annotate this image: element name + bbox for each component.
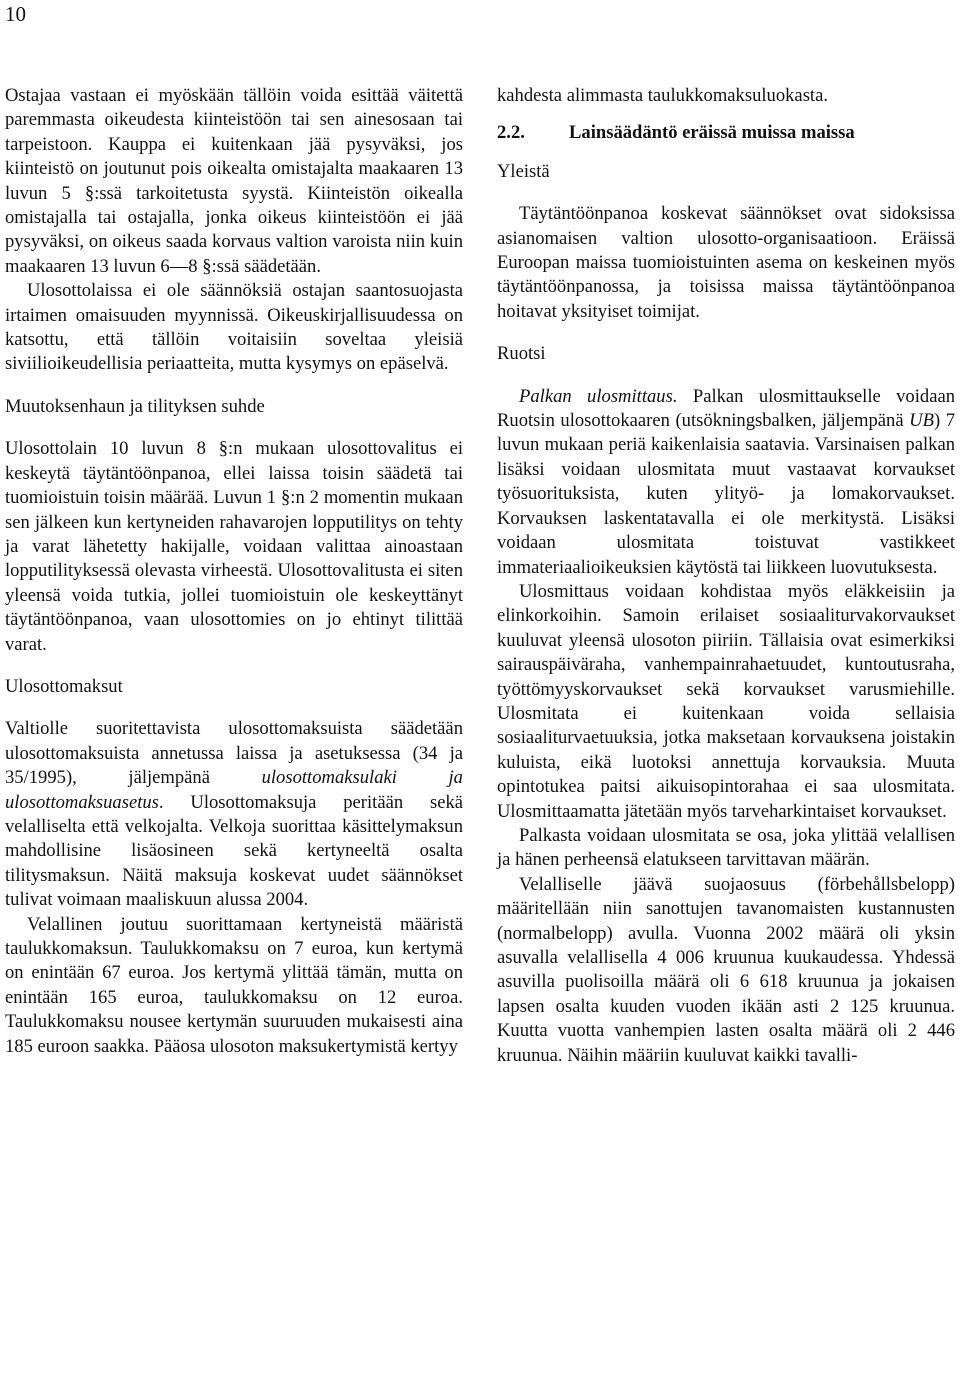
paragraph: Velalliselle jäävä suojaosuus (förbehållsbelopp) määritellään niin sanottujen tavanomaisten kustannusten (normalbelopp) avulla. Vuonna 2002 määrä oli yksin asuvalla velallisella 4 006 kruunua kuukaudessa. Yhdessä asuvilla puolisoilla määrä oli 6 618 kruunua ja jokaisen lapsen osalta kuuden vuoden ikään asti 2 125 kruunua. Kuutta vuotta vanhempien lasten osalta määrä oli 2 446 kruunua. Näihin määriin kuuluvat kaikki tavalli- — [497, 873, 955, 1066]
text-run: Palkan ulosmittaukselle voidaan Ruotsin ulosottokaaren (utsökningsbalken, jäljempänä — [497, 385, 955, 432]
paragraph: Palkasta voidaan ulosmitata se osa, joka ylittää velallisen ja hänen perheensä elatukseen tarvittavan määrän. — [497, 824, 955, 871]
page-number: 10 — [5, 2, 26, 26]
text-run: . Ulosottomaksuja peritään sekä velalliselta että velkojalta. Velkoja suorittaa käsittelymaksun mahdollisine lisäosineen sekä kertyneeltä osalta tilitysmaksun. Näitä maksuja koskevat uudet säännökset tulivat voimaan maaliskuun alussa 2004. — [5, 791, 463, 911]
left-column — [5, 84, 463, 1059]
section-title-text: Lainsäädäntö eräissä muissa maissa — [569, 122, 855, 144]
subheading: Yleistä — [497, 160, 550, 182]
paragraph: Täytäntöönpanoa koskevat säännökset ovat sidoksissa asianomaisen valtion ulosotto-organisaatioon. Eräissä Euroopan maissa tuomioistuinten asema on keskeinen myös täytäntöönpanossa, ja toisissa maissa täytäntöönpanoa hoitavat yksityiset toimijat. — [497, 203, 955, 322]
italic-term: Palkan ulosmittaus. — [519, 385, 678, 407]
paragraph: Velallinen joutuu suorittamaan kertyneistä määristä taulukkomaksun. Taulukkomaksu on 7 euroa, kun kertymä on enintään 67 euroa. Jos kertymä ylittää tämän, mutta on enintään 165 euroa, taulukkomaksu on 12 euroa. Taulukkomaksu nousee kertymän suuruuden mukaisesti aina 185 euroon saakka. Pääosa ulosoton maksukertymistä kertyy — [5, 913, 463, 1057]
subheading: Ulosottomaksut — [5, 675, 123, 697]
subheading: Muutoksenhaun ja tilityksen suhde — [5, 395, 265, 417]
subheading: Ruotsi — [497, 343, 546, 365]
section-title — [497, 121, 955, 145]
paragraph: Ulosottolaissa ei ole säännöksiä ostajan saantosuojasta irtaimen omaisuuden myynnissä. Oikeuskirjallisuudessa on katsottu, että tällöin voitaisiin soveltaa yleisiä siviilioikeudellisia periaatteita, mutta kysymys on epäselvä. — [5, 280, 463, 375]
paragraph — [5, 717, 463, 912]
text-run: Valtiolle suoritettavista ulosottomaksuista säädetään ulosottomaksuista annetussa laissa ja asetuksessa (34 ja 35/1995), jäljempänä — [5, 718, 463, 789]
paragraph: Ulosottolain 10 luvun 8 §:n mukaan ulosottovalitus ei keskeytä täytäntöönpanoa, ellei laissa toisin säädetä tai tuomioistuin toisin määrää. Luvun 1 §:n 2 momentin mukaan sen jälkeen kun kertyneiden rahavarojen lopputilitys on tehty ja varat lähetetty hakijalle, voidaan valittaa ainoastaan lopputilityksessä olevasta virheestä. Ulosottovalitusta ei siten yleensä voida tutkia, jollei tuomioistuin ole keskeyttänyt täytäntöönpanoa, vaan ulosottomies on jo ehtinyt tilittää varat. — [5, 438, 463, 655]
paragraph — [497, 385, 955, 580]
right-column — [497, 84, 955, 1068]
text-run: ) 7 luvun mukaan periä kaikenlaisia saatavia. Varsinaisen palkan lisäksi voidaan ulosmitata muut vastaavat korvaukset työsuorituksista, kuten ylityö- ja lomakorvaukset. Korvauksen laskentatavalla ei ole merkitystä. Lisäksi voidaan ulosmitata toistuvat vastikkeet immateriaalioikeuksien käytöstä tai liikkeen luovutuksesta. — [497, 410, 955, 578]
section-number: 2.2. — [497, 122, 525, 144]
italic-term: UB — [909, 410, 934, 432]
paragraph: kahdesta alimmasta taulukkomaksuluokasta. — [497, 85, 828, 106]
paragraph: Ostajaa vastaan ei myöskään tällöin voida esittää väitettä paremmasta oikeudesta kiinteistöön tai sen ainesosaan tai tarpeistoon. Kauppa ei kuitenkaan jää pysyväksi, jos kiinteistö on joutunut pois oikealta omistajalta maakaaren 13 luvun 5 §:ssä tarkoitetusta syystä. Kiinteistön oikealla omistajalla tai ostajalla, jonka oikeus kiinteistöön ei jää pysyväksi, on oikeus saada korvaus valtion varoista niin kuin maakaaren 13 luvun 6—8 §:ssä säädetään. — [5, 85, 463, 277]
paragraph: Ulosmittaus voidaan kohdistaa myös eläkkeisiin ja elinkorkoihin. Samoin erilaiset sosiaaliturvakorvaukset kuuluvat yleensä ulosoton piiriin. Tällaisia ovat esimerkiksi sairauspäiväraha, vanhempainrahaetuudet, kuntoutusraha, työttömyyskorvaukset sekä korvaukset varusmiehille. Ulosmitata ei kuitenkaan voida sellaisia sosiaaliturvaetuuksia, jotka maksetaan korvauksena joistakin kuluista, eikä luotoksi annettuja korvauksia. Muuta opintotukea paitsi aikuisopintorahaa ei saa ulosmitata. Ulosmittaamatta jätetään myös tarveharkintaiset korvaukset. — [497, 580, 955, 822]
italic-term: ulosottomaksulaki ja ulosottomaksuasetus — [5, 767, 463, 813]
